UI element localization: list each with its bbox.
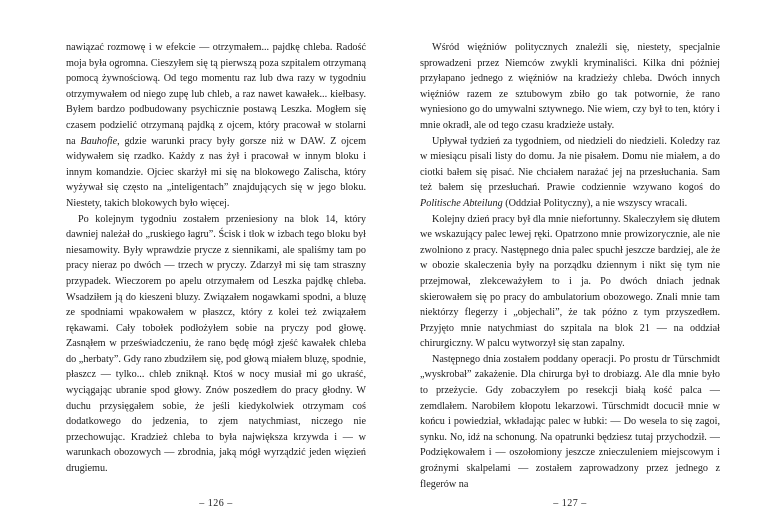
paragraph: Upływał tydzień za tygodniem, od niedzieli do niedzieli. Koledzy raz w miesiącu pisali listy do domu. Ja nie pisałem. Domu nie miałem, a do ciotki bałem się pisać. Nie chciałem narażać jej na przesłuchania. Sam też bałem się przesłuchań. Prawie codziennie wzywano kogoś do Politische Abteilung (Oddział Polityczny), a nie wszyscy wracali. <box>420 135 720 209</box>
page-number-right: – 127 – <box>553 498 587 509</box>
paragraph: Po kolejnym tygodniu zostałem przeniesiony na blok 14, który dawniej należał do „ruskiego łagru”. Ścisk i tłok w izbach tego bloku był niesamowity. Były wprawdzie prycze z siennikami, ale spaliśmy tam po pracy nieraz po dwóch — trzech w pryczy. Zdarzył mi się tam straszny przypadek. Wieczorem po apelu otrzymałem od Leszka pajdkę chleba. Wsadziłem ją do kieszeni bluzy. Związałem nogawkami spodni, a bluzę ze spodniami wpakowałem w płaszcz, który z kolei też związałem rękawami. Cały tobołek podłożyłem sobie na pryczy pod głowę. Zasnąłem w przeświadczeniu, że rano będę mógł zjeść kawałek chleba do „herbaty”. Gdy rano zbudziłem się, pod głową miałem bluzę, spodnie, płaszcz — tylko... chleb zniknął. Ktoś w nocy musiał mi go ukraść, wyciągając ubranie spod głowy. Znów poszedłem do pracy głodny. W duchu przysięgałem sobie, że jeśli kiedykolwiek otrzymam coś dodatkowego do jedzenia, to zjem natychmiast, niczego nie przechowując. Kradzież chleba to była największa krzywda i — w warunkach obozowych — zbrodnia, jaką mógł wyrządzić jeden więzień drugiemu. <box>66 213 366 475</box>
right-page-text <box>420 40 720 492</box>
paragraph: Kolejny dzień pracy był dla mnie niefortunny. Skaleczyłem się dłutem we wskazujący palec lewej ręki. Opatrzono mnie prowizorycznie, ale nie zwolniono z pracy. Następnego dnia palec spuchł jeszcze bardziej, ale że w obozie skaleczenia były na porządku dziennym i nikt się tym nie przejmował, zlekceważyłem to i ja. Po dwóch dniach jednak skierowałem się po pracy do ambulatorium obozowego. Znali mnie tam niektórzy flegerzy i „objechali”, że tak późno z tym przyszedłem. Przyjęto mnie natychmiast do szpitala na blok 21 — na oddział chirurgiczny. W palcu wytworzył się stan zapalny. <box>420 213 720 350</box>
left-page-text <box>66 40 366 477</box>
italic-term: Bauhofie <box>80 135 118 147</box>
italic-term: Politische Abteilung <box>420 197 503 209</box>
paragraph: nawiązać rozmowę i w efekcie — otrzymałem... pajdkę chleba. Radość moja była ogromna. Cieszyłem się tą pierwszą poza szpitalem otrzymaną pomocą żywnościową. Od tego momentu raz lub dwa razy w tygodniu otrzymywałem od niego zupę lub chleb, a raz nawet kawałek... kiełbasy. Byłem bardzo podbudowany psychicznie postawą Leszka. Mogłem się czasem podzielić otrzymaną pajdką z ojcem, który pracował w stolarni na Bauhofie, gdzie warunki pracy były gorsze niż w DAW. Z ojcem widywałem się rzadko. Każdy z nas żył i pracował w innym bloku i innym komandzie. Ojciec skarżył mi się na blokowego Zalischa, który wyżywał się często na „inteligentach” znajdujących się w jego bloku. Niestety, takich blokowych było więcej. <box>66 42 366 209</box>
paragraph: Następnego dnia zostałem poddany operacji. Po prostu dr Türschmidt „wyskrobał” zakażenie. Dla chirurga był to drobiazg. Ale dla mnie było to przeżycie. Gdy zobaczyłem po resekcji białą kość palca — zemdlałem. Narobiłem kłopotu lekarzowi. Türschmidt docucił mnie w końcu i powiedział, wkładając palec w łubki: — Do wesela to się zagoi, synku. No, idź na schonung. Na opatrunki będziesz tutaj przychodził. — Podziękowałem i — oszołomiony jeszcze znieczuleniem miejscowym i groźnymi skalpelami — zostałem zaprowadzony przez jednego z flegerów na <box>420 353 720 490</box>
paragraph: Wśród więźniów politycznych znaleźli się, niestety, specjalnie sprowadzeni przez Niemców zwykli kryminaliści. Kilka dni później przyłapano jednego z więźniów na kradzieży chleba. Dwóch innych więźniów razem ze sztubowym zbiło go tak potwornie, że rano wyniesiono go do umywalni sztywnego. Nie wiem, czy był to ten, który i mnie okradł, ale od tego czasu kradzieże ustały. <box>420 42 720 131</box>
page-number-left: – 126 – <box>199 498 233 509</box>
